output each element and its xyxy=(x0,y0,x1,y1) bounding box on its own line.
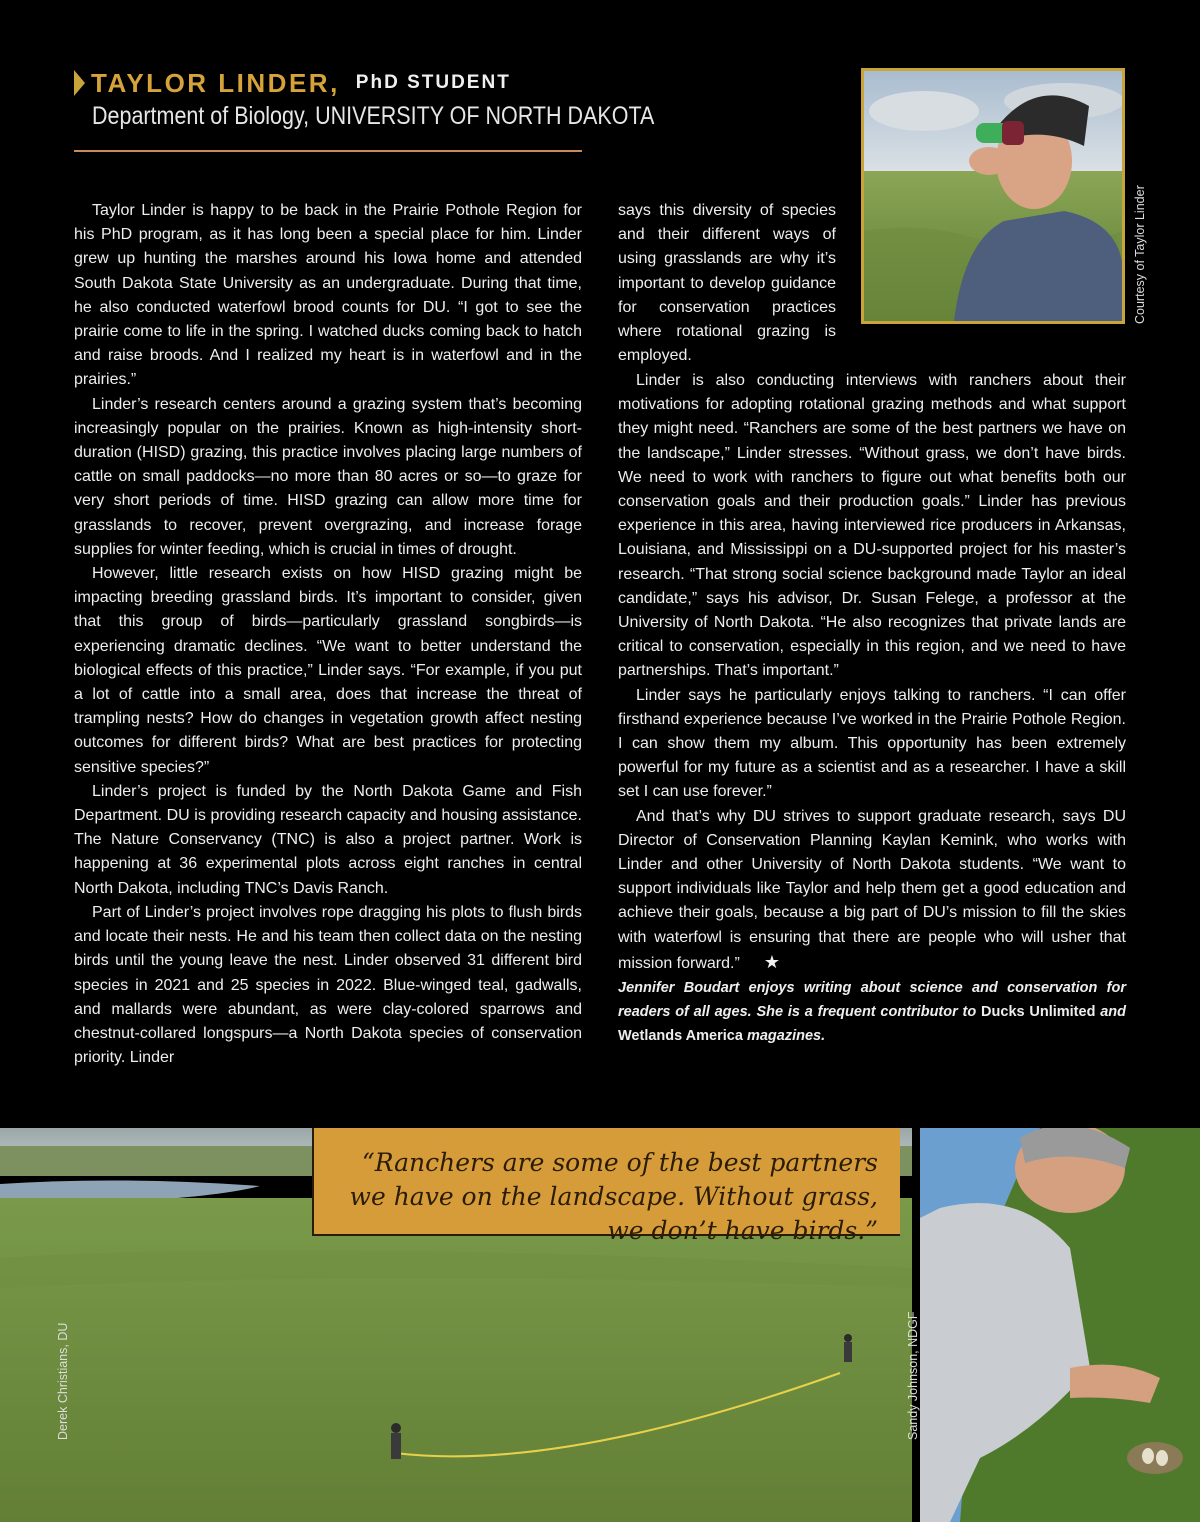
credit-magazine: Ducks Unlimited xyxy=(981,1004,1096,1021)
student-name: TAYLOR LINDER, xyxy=(91,67,340,98)
article-column-2 xyxy=(618,369,1126,1048)
credit-text: and xyxy=(1095,1004,1127,1021)
paragraph-text: And that’s why DU strives to support graduate research, says DU Director of Conservation Planning Kaylan Kemink, who works with Linder and other University of North Dakota students. “We want to support individuals like Taylor and help them get a good education and achieve their goals, because a big part of DU’s mission to fill the skies with waterfowl is ensuring that there are people who will usher that mission forward.” xyxy=(618,807,1126,972)
portrait-illustration xyxy=(864,71,1122,321)
paragraph: Part of Linder’s project involves rope dragging his plots to flush birds and locate their nests. He and his team then collect data on the nesting birds until the young leave the nest. Linder observed 31 different bird species in 2021 and 25 species in 2022. Blue-winged teal, gadwalls, and mallards were abundant, as were clay-colored sparrows and chestnut-collared longspurs—a North Dakota species of conservation priority. Linder xyxy=(74,903,582,1067)
student-role: PhD STUDENT xyxy=(355,72,511,93)
paragraph: Linder says he particularly enjoys talking to ranchers. “I can offer firsthand experience because I’ve worked in the Prairie Pothole Region. I can show them my album. This opportunity has been extremely powerful for my future as a scientist and as a researcher. I have a skill set I can use forever.” xyxy=(618,686,1126,801)
paragraph: Linder is also conducting interviews with ranchers about their motivations for adopting rotational grazing methods and what support they might need. “Ranchers are some of the best partners we have on the landscape,” Linder stresses. “Without grass, we don’t have birds. We need to work with ranchers to figure out what benefits both our conservation goals and their production goals.” Linder has previous experience in this area, having interviewed rice producers in Arkansas, Louisiana, and Mississippi on a DU-supported project for his master’s research. “That strong social science background made Taylor an ideal candidate,” says his advisor, Dr. Susan Felege, a professor at the University of North Dakota. “He also recognizes that private lands are critical to conservation, especially in this region, and we need to have partnerships. That’s important.” xyxy=(618,372,1126,680)
paragraph: Linder’s project is funded by the North Dakota Game and Fish Department. DU is providing research capacity and housing assistance. The Nature Conservancy (TNC) is also a project partner. Work is happening at 36 experimental plots across eight ranches in central North Dakota, including TNC’s Davis Ranch. xyxy=(74,782,582,897)
header-rule xyxy=(74,150,582,152)
author-credit xyxy=(618,976,1126,1048)
nest-photo xyxy=(920,1128,1200,1522)
nest-illustration xyxy=(920,1128,1200,1522)
pull-quote: “Ranchers are some of the best partners we have on the landscape. Without grass, we don’t have birds.” xyxy=(349,1148,878,1245)
title-line xyxy=(74,66,584,100)
du-logo-endmark-icon: ★ xyxy=(763,951,780,972)
article-column-1 xyxy=(74,199,582,1070)
paragraph: However, little research exists on how HISD grazing might be impacting breeding grassland birds. It’s important to consider, given that this group of birds—particularly grassland songbirds—is experiencing dramatic declines. “We want to better understand the biological effects of this practice,” Linder says. “For example, if you put a lot of cattle into a small area, does that increase the threat of trampling nests? How do changes in vegetation growth affect nesting outcomes for different birds? What are best practices for protecting sensitive species?” xyxy=(74,565,582,776)
paragraph: Taylor Linder is happy to be back in the Prairie Pothole Region for his PhD program, as it has long been a special place for him. Linder grew up hunting the marshes around his Iowa home and attended South Dakota State University as an undergraduate. During that time, he also conducted waterfowl brood counts for DU. “I got to see the prairie come to life in the spring. I watched ducks coming back to hatch and raise broods. And I realized my heart is in waterfowl and in the prairies.” xyxy=(74,202,582,389)
top-photo-credit: Courtesy of Taylor Linder xyxy=(1133,185,1147,324)
article-column-2-top xyxy=(618,199,836,368)
paragraph xyxy=(618,805,1126,976)
article-header xyxy=(74,66,655,131)
title-triangle-icon xyxy=(74,70,85,96)
credit-magazine: Wetlands America xyxy=(618,1028,743,1045)
department: Department of Biology, UNIVERSITY OF NORTH DAKOTA xyxy=(92,102,655,130)
credit-text: Jennifer Boudart enjoys writing about science and conservation for readers of all ages. She is a frequent contributor to xyxy=(618,980,1126,1021)
portrait-photo xyxy=(861,68,1125,324)
paragraph: Linder’s research centers around a grazing system that’s becoming increasingly popular on the prairies. Known as high-intensity short-duration (HISD) grazing, this practice involves placing large numbers of cattle on small paddocks—no more than 80 acres or so—to graze for very short periods of time. HISD grazing can allow more time for grasslands to recover, prevent overgrazing, and increase forage supplies for winter feeding, which is crucial in times of drought. xyxy=(74,395,582,558)
pull-quote-box xyxy=(312,1128,900,1245)
credit-text: magazines. xyxy=(742,1028,826,1045)
field-photo-credit: Derek Christians, DU xyxy=(56,1322,70,1440)
paragraph: says this diversity of species and their different ways of using grasslands are why it’s important to develop guidance for conservation practices where rotational grazing is employed. xyxy=(618,202,836,365)
nest-photo-credit: Sandy Johnson, NDGF xyxy=(906,1311,920,1440)
